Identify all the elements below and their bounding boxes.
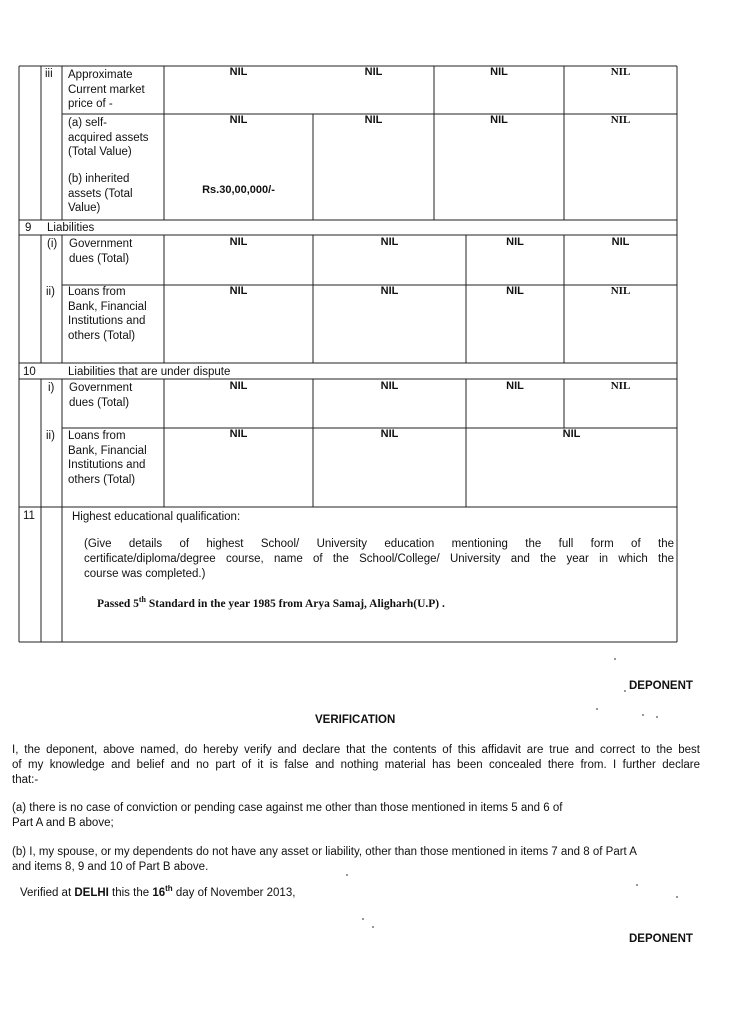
verification-para1-line-2: of my knowledge and belief and no part of it is false and nothing material has been concealed there from. I further declare (12, 759, 700, 771)
section-10-number: 10 (23, 366, 36, 378)
scan-speck (346, 874, 348, 876)
section-11-instruction-line-1: (Give details of highest School/ University education mentioning the full form of the (84, 538, 674, 550)
section-9-row-ii-value-2: NIL (380, 285, 399, 297)
row-iii-value-2: NIL (364, 66, 383, 78)
section-9-row-i-value-2: NIL (380, 236, 399, 248)
section-9-row-i-value-1: NIL (229, 236, 248, 248)
section-10-row-i-value-3: NIL (506, 380, 524, 392)
section-10-row-ii-index: ii) (46, 430, 55, 442)
row-a-value-1: NIL (229, 114, 248, 126)
deponent-bottom: DEPONENT (629, 933, 693, 945)
section-11-instruction-line-3: course was completed.) (84, 568, 206, 580)
verification-para1-line-1: I, the deponent, above named, do hereby verify and declare that the contents of this affidavit are true and correct to the best (12, 744, 700, 756)
section-9-row-ii-index: ii) (46, 286, 55, 298)
verification-para-b: (b) I, my spouse, or my dependents do not have any asset or liability, other than those mentioned in items 7 and 8 of Part A and items 8, 9 and 10 of Part B above. (12, 846, 637, 873)
verified-day: 16 (152, 887, 166, 899)
verified-pre: Verified at (20, 887, 75, 899)
row-a-label: (a) self- acquired assets (Total Value) (68, 117, 149, 158)
section-9-row-i-index: (i) (47, 238, 58, 250)
section-9-row-i-value-4: NIL (611, 236, 630, 248)
section-10-row-ii-value-2: NIL (380, 428, 399, 440)
section-10-row-i-index: i) (48, 382, 55, 394)
verification-heading: VERIFICATION (315, 714, 396, 726)
verified-post: day of November 2013, (172, 887, 296, 899)
section-9-row-ii-value-4: NIL (610, 285, 631, 297)
section-10-row-i-value-2: NIL (380, 380, 399, 392)
row-iii-value-3: NIL (490, 66, 508, 78)
section-11-instruction-line-2: certificate/diploma/degree course, name of the School/College/ University and the year in which the (84, 553, 674, 565)
section-9-row-i-label: Government dues (Total) (69, 238, 133, 265)
section-9-row-ii-label: Loans from Bank, Financial Institutions and others (Total) (68, 286, 147, 342)
section-9-number: 9 (25, 222, 32, 234)
section-11-answer (97, 597, 445, 612)
section-9-title: Liabilities (47, 222, 95, 234)
row-iii-value-1: NIL (229, 66, 248, 78)
verified-mid: this the (108, 887, 153, 899)
section-10-row-i-value-4: NIL (610, 380, 631, 392)
verified-day-sup: th (165, 884, 173, 894)
row-a-value-4: NIL (610, 114, 631, 126)
row-b-label: (b) inherited assets (Total Value) (68, 173, 133, 214)
section-11-number: 11 (23, 510, 35, 522)
section-10-row-ii-value-3: NIL (562, 428, 581, 440)
section-9-row-ii-value-3: NIL (506, 285, 524, 297)
section-11-answer-post: Standard in the year 1985 from Arya Samaj, Aligharh(U.P) . (145, 598, 445, 610)
row-a-value-2: NIL (364, 114, 383, 126)
scan-speck (676, 896, 678, 898)
verification-para1-line-3: that:- (12, 774, 39, 786)
scan-speck (642, 714, 644, 716)
section-11-answer-sup: th (138, 595, 146, 605)
row-a-value-3: NIL (490, 114, 508, 126)
scan-speck (614, 658, 616, 660)
row-iii-value-4: NIL (610, 66, 631, 78)
section-9-row-ii-value-1: NIL (229, 285, 248, 297)
scan-speck (362, 918, 364, 920)
section-11-answer-pre: Passed 5 (97, 598, 139, 610)
section-11-title: Highest educational qualification: (72, 511, 241, 523)
row-b-value: Rs.30,00,000/- (202, 184, 275, 196)
verified-place: DELHI (74, 887, 109, 899)
section-10-row-ii-value-1: NIL (229, 428, 248, 440)
scan-speck (656, 716, 658, 718)
scan-speck (596, 708, 598, 710)
section-10-row-i-label: Government dues (Total) (69, 382, 133, 409)
row-iii-index: iii (45, 68, 53, 80)
verified-line (20, 886, 295, 901)
scan-speck (372, 926, 374, 928)
verification-para-a: (a) there is no case of conviction or pending case against me other than those mentioned in items 5 and 6 of Part A and B above; (12, 802, 563, 829)
row-iii-label: Approximate Current market price of - (68, 69, 145, 110)
section-9-row-i-value-3: NIL (506, 236, 524, 248)
scan-speck (636, 884, 638, 886)
deponent-top: DEPONENT (629, 680, 693, 692)
section-10-title: Liabilities that are under dispute (68, 366, 231, 378)
section-10-row-ii-label: Loans from Bank, Financial Institutions and others (Total) (68, 430, 147, 486)
scan-speck (624, 690, 626, 692)
section-10-row-i-value-1: NIL (229, 380, 248, 392)
